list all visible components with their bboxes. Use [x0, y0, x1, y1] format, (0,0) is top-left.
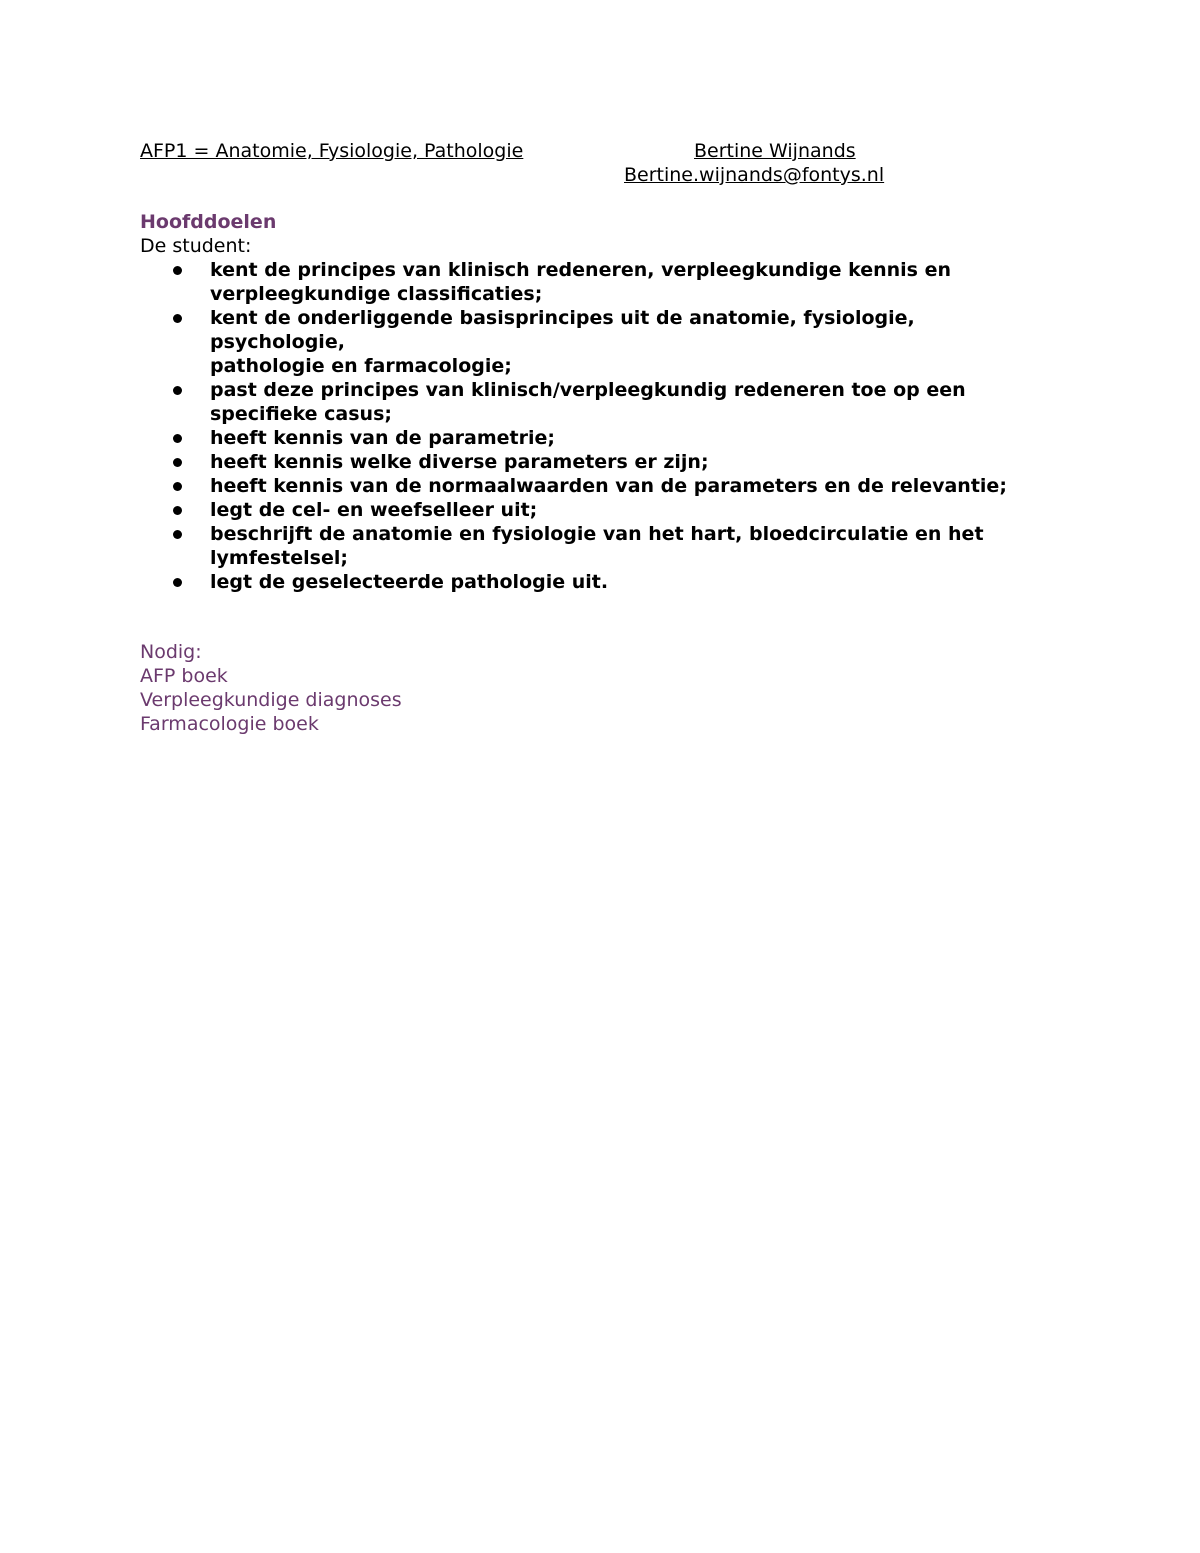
- bullet-icon: [173, 434, 182, 443]
- goal-line: beschrijft de anatomie en fysiologie van het hart, bloedcirculatie en het: [210, 523, 984, 545]
- goal-line: pathologie en farmacologie;: [210, 355, 512, 377]
- goals-intro: De student:: [140, 235, 252, 257]
- bullet-icon: [173, 266, 182, 275]
- goal-line: psychologie,: [210, 331, 345, 353]
- goal-line: heeft kennis van de parametrie;: [210, 427, 555, 449]
- course-title: AFP1 = Anatomie, Fysiologie, Pathologie: [140, 140, 524, 162]
- bullet-icon: [173, 482, 182, 491]
- goal-item: [140, 306, 1040, 378]
- bullet-icon: [173, 506, 182, 515]
- goal-line: heeft kennis van de normaalwaarden van de parameters en de relevantie;: [210, 475, 1007, 497]
- needs-section: [140, 640, 402, 736]
- goals-list: [140, 258, 1040, 594]
- goal-line: specifieke casus;: [210, 403, 392, 425]
- bullet-icon: [173, 386, 182, 395]
- bullet-icon: [173, 314, 182, 323]
- bullet-icon: [173, 578, 182, 587]
- goal-line: legt de cel- en weefselleer uit;: [210, 499, 538, 521]
- goal-item: [140, 450, 1040, 474]
- goal-line: lymfestelsel;: [210, 547, 348, 569]
- goal-item: [140, 570, 1040, 594]
- author-name: Bertine Wijnands: [694, 140, 856, 162]
- goal-line: legt de geselecteerde pathologie uit.: [210, 571, 609, 593]
- goal-item: [140, 498, 1040, 522]
- goal-line: past deze principes van klinisch/verpleegkundig redeneren toe op een: [210, 379, 966, 401]
- needs-item: Verpleegkundige diagnoses: [140, 689, 402, 711]
- goal-item: [140, 378, 1040, 426]
- section-heading-main-goals: Hoofddoelen: [140, 211, 277, 233]
- author-block: [624, 139, 954, 187]
- needs-item: Farmacologie boek: [140, 713, 319, 735]
- goal-item: [140, 522, 1040, 570]
- goal-item: [140, 258, 1040, 306]
- bullet-icon: [173, 530, 182, 539]
- goal-line: verpleegkundige classificaties;: [210, 283, 543, 305]
- goal-line: heeft kennis welke diverse parameters er zijn;: [210, 451, 709, 473]
- author-email[interactable]: Bertine.wijnands@fontys.nl: [624, 164, 885, 186]
- goal-item: [140, 426, 1040, 450]
- bullet-icon: [173, 458, 182, 467]
- goal-line: kent de principes van klinisch redeneren, verpleegkundige kennis en: [210, 259, 952, 281]
- goal-item: [140, 474, 1040, 498]
- goal-line: kent de onderliggende basisprincipes uit de anatomie, fysiologie,: [210, 307, 915, 329]
- needs-item: AFP boek: [140, 665, 228, 687]
- needs-label: Nodig:: [140, 641, 202, 663]
